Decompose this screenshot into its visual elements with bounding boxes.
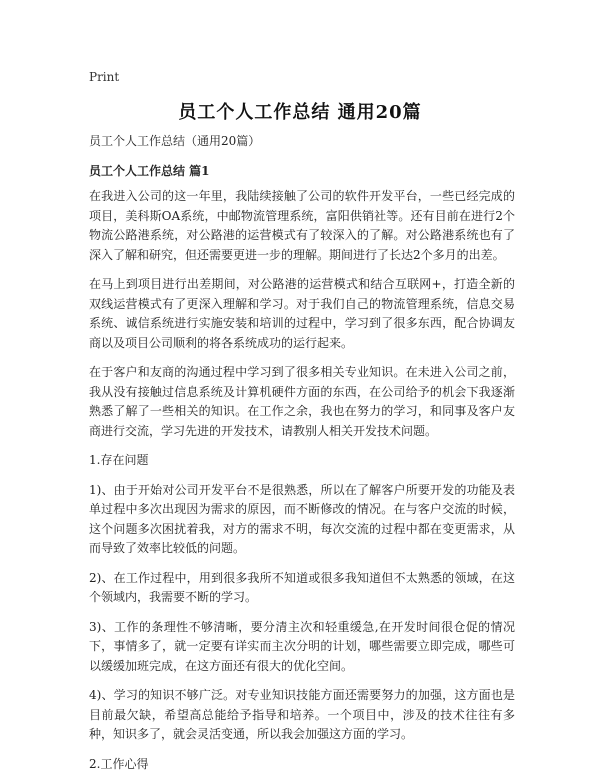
document-subtitle: 员工个人工作总结（通用20篇） (89, 134, 261, 148)
experience-heading: 2.工作心得 (89, 756, 149, 771)
paragraph: 在于客户和友商的沟通过程中学习到了很多相关专业知识。在未进入公司之前，我从没有接触过信息系统及计算机硬件方面的东西，在公司给予的机会下我逐渐熟悉了解了一些相关的知识。在工作之余，我也在努力的学习，和同事及客户友商进行交流，学习先进的开发技术，请教别人相关开发技术问题。 (89, 365, 515, 438)
document-body (89, 132, 515, 784)
section-heading: 员工个人工作总结 篇1 (89, 163, 210, 178)
print-label[interactable]: Print (89, 70, 120, 84)
paragraph: 在马上到项目进行出差期间，对公路港的运营模式和结合互联网+，打造全新的双线运营模式有了更深入理解和学习。对于我们自己的物流管理系统，信息交易系统、诚信系统进行实施安装和培训的过程中，学习到了很多东西，配合协调友商以及项目公司顺利的将各系统成功的运行起来。 (89, 277, 515, 350)
problem-item: 1)、由于开始对公司开发平台不是很熟悉，所以在了解客户所要开发的功能及表单过程中多次出现因为需求的原因，而不断修改的情况。在与客户交流的时候，这个问题多次困扰着我，对方的需求不明，每次交流的过程中都在变更需求，从而导致了效率比较低的问题。 (89, 482, 515, 555)
problem-item: 3)、工作的条理性不够清晰，要分清主次和轻重缓急,在开发时间很仓促的情况下，事情多了，就一定要有详实而主次分明的计划，哪些需要立即完成，哪些可以缓缓加班完成，在这方面还有很大的优化空间。 (89, 619, 515, 673)
problem-item: 2)、在工作过程中，用到很多我所不知道或很多我知道但不太熟悉的领域，在这个领域内，我需要不断的学习。 (89, 570, 515, 604)
document-title: 员工个人工作总结 通用20篇 (178, 102, 422, 123)
paragraph: 在我进入公司的这一年里，我陆续接触了公司的软件开发平台，一些已经完成的项目，美科斯OA系统，中邮物流管理系统，富阳供销社等。还有目前在进行2个物流公路港系统，对公路港的运营模式有了较深入的了解。对公路港系统也有了深入了解和研究，但还需要更进一步的理解。期间进行了长达2个多月的出差。 (89, 189, 515, 262)
problem-item: 4)、学习的知识不够广泛。对专业知识技能方面还需要努力的加强，这方面也是目前最欠缺，希望高总能给予指导和培养。一个项目中，涉及的技术往往有多种，知识多了，就会灵活变通，所以我会加强这方面的学习。 (89, 688, 515, 741)
problems-heading: 1.存在问题 (89, 453, 149, 467)
